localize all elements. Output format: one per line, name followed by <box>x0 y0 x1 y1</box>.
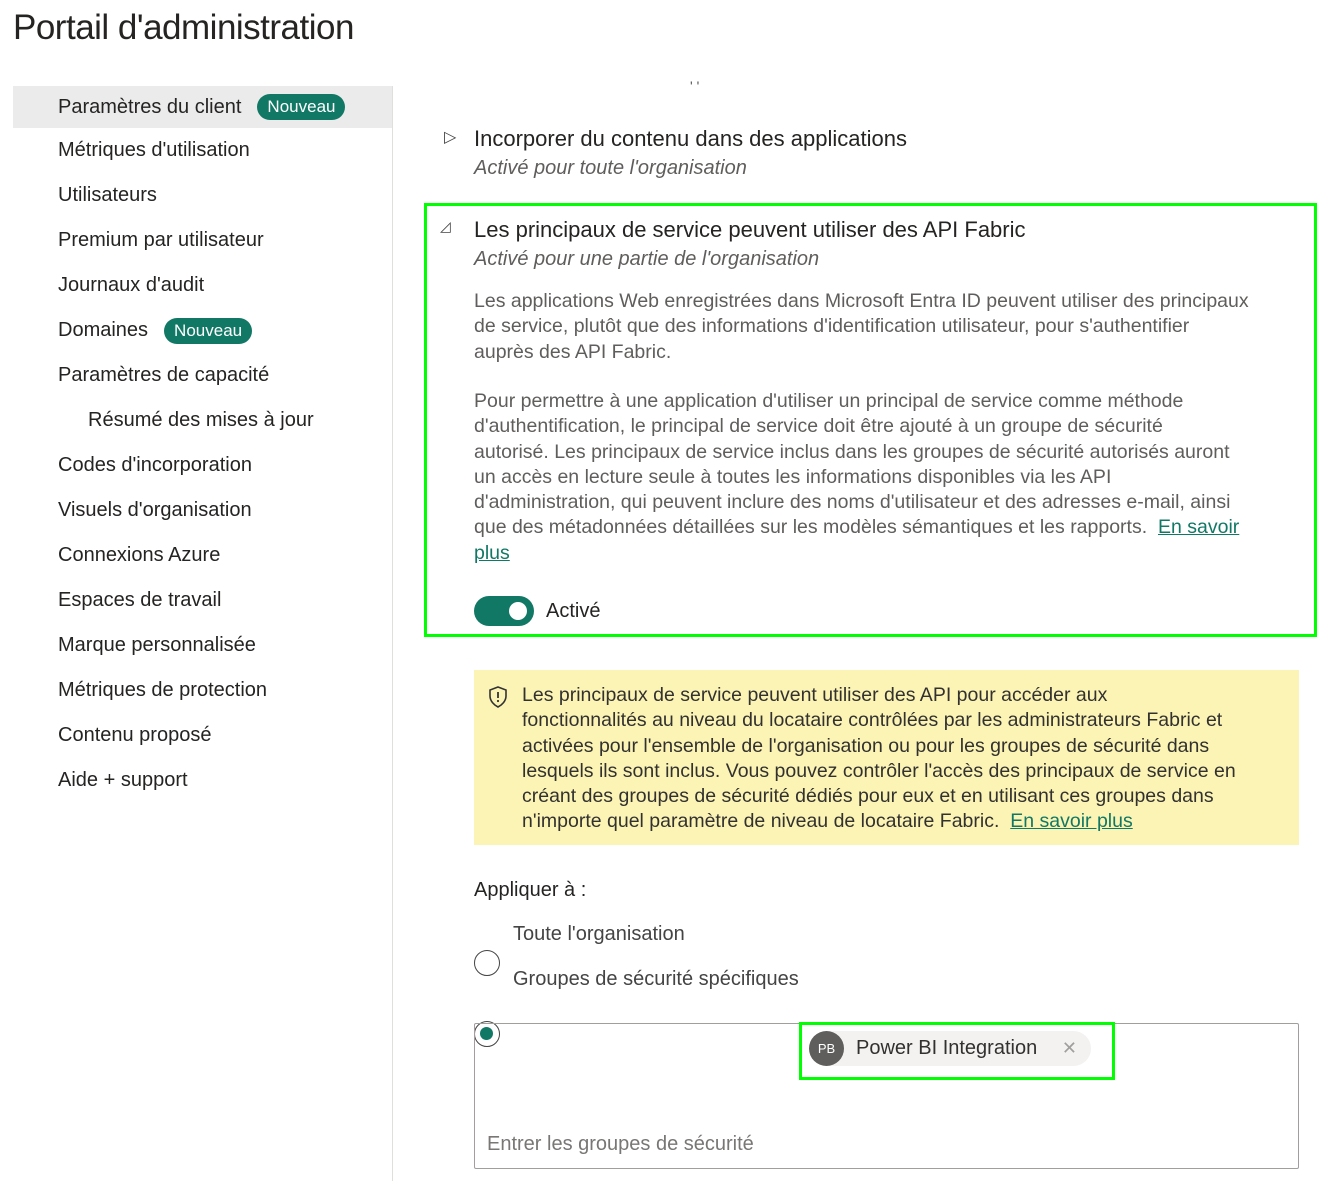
sidebar-item-label: Espaces de travail <box>58 589 222 611</box>
sidebar-item-workspaces[interactable] <box>13 578 393 623</box>
sidebar-nav <box>13 86 393 803</box>
warning-text: Les principaux de service peuvent utiliser des API pour accéder aux fonctionnalités au niveau du locataire contrôlées par les administrateurs Fabric et activées pour l'ensemble de l'organisation ou pour les groupes de sécurité dans lesquels ils sont inclus. Vous pouvez contrôler l'accès des principaux de service en créant des groupes de sécurité dédiés pour eux et en utilisant ces groupes dans n'importe quel paramètre de niveau de locataire Fabric. En savoir plus <box>522 684 1236 833</box>
sidebar-item-label: Aide + support <box>58 769 188 791</box>
scroll-indicator: ' ' <box>690 78 700 94</box>
sidebar-item-refresh-summary[interactable] <box>13 398 393 443</box>
radio-label: Groupes de sécurité spécifiques <box>513 968 799 990</box>
warning-banner <box>474 670 1299 845</box>
sidebar-item-tenant-settings[interactable] <box>13 86 393 128</box>
setting-status: Activé pour toute l'organisation <box>474 157 747 179</box>
sidebar-item-label: Connexions Azure <box>58 544 221 566</box>
sidebar-item-protection-metrics[interactable] <box>13 668 393 713</box>
sidebar-item-label: Journaux d'audit <box>58 274 205 296</box>
enabled-toggle[interactable] <box>474 596 534 626</box>
sidebar-item-label: Paramètres de capacité <box>58 364 270 386</box>
setting-description: Les applications Web enregistrées dans Microsoft Entra ID peuvent utiliser des principaux de service, plutôt que des informations d'identification utilisateur, pour s'authentifier auprès des API Fabric. <box>474 290 1249 363</box>
collapse-chevron-icon[interactable]: ◿ <box>440 218 451 234</box>
group-chip-name: Power BI Integration <box>856 1037 1038 1059</box>
sidebar-item-label: Visuels d'organisation <box>58 499 252 521</box>
shield-warning-icon <box>488 686 508 708</box>
sidebar-item-featured-content[interactable] <box>13 713 393 758</box>
apply-to-label: Appliquer à : <box>474 879 587 901</box>
sidebar-item-label: Métriques de protection <box>58 679 268 701</box>
new-badge: Nouveau <box>257 94 345 120</box>
sidebar-item-label: Métriques d'utilisation <box>58 139 250 161</box>
sidebar-item-label: Utilisateurs <box>58 184 157 206</box>
radio-label: Toute l'organisation <box>513 923 685 945</box>
sidebar-item-custom-branding[interactable] <box>13 623 393 668</box>
highlight-box <box>799 1022 1115 1080</box>
learn-more-link-cont[interactable]: plus <box>474 541 510 564</box>
learn-more-link[interactable]: En savoir <box>1157 516 1240 539</box>
remove-chip-close-icon[interactable]: ✕ <box>1061 1038 1077 1058</box>
sidebar-item-org-visuals[interactable] <box>13 488 393 533</box>
sidebar-item-label: Premium par utilisateur <box>58 229 264 251</box>
sidebar-item-capacity-settings[interactable] <box>13 353 393 398</box>
sidebar-item-azure-connections[interactable] <box>13 533 393 578</box>
sidebar-item-label: Marque personnalisée <box>58 634 256 656</box>
page-title: Portail d'administration <box>13 8 354 47</box>
sidebar-item-usage-metrics[interactable] <box>13 128 393 173</box>
sidebar-item-label: Contenu proposé <box>58 724 212 746</box>
sidebar-divider <box>392 86 393 1181</box>
setting-status: Activé pour une partie de l'organisation <box>474 248 820 270</box>
sidebar-item-label: Résumé des mises à jour <box>88 409 314 431</box>
toggle-label: Activé <box>546 600 601 622</box>
sidebar-item-help-support[interactable] <box>13 758 393 803</box>
radio-entire-org[interactable] <box>474 950 500 976</box>
avatar: PB <box>809 1031 844 1066</box>
sidebar-item-label: Domaines <box>58 319 149 341</box>
sidebar-item-audit-logs[interactable] <box>13 263 393 308</box>
setting-title-embed[interactable]: Incorporer du contenu dans des applications <box>474 126 907 151</box>
security-groups-placeholder: Entrer les groupes de sécurité <box>487 1133 754 1155</box>
expand-chevron-icon[interactable]: ▷ <box>444 129 457 146</box>
sidebar-item-embed-codes[interactable] <box>13 443 393 488</box>
warning-learn-more-link[interactable]: En savoir plus <box>1010 810 1133 833</box>
new-badge: Nouveau <box>164 318 252 344</box>
sidebar-item-domains[interactable] <box>13 308 393 353</box>
sidebar-item-label: Codes d'incorporation <box>58 454 252 476</box>
setting-title-service-principals[interactable]: Les principaux de service peuvent utiliser des API Fabric <box>474 217 1026 242</box>
sidebar-item-premium-per-user[interactable] <box>13 218 393 263</box>
setting-description-2: Pour permettre à une application d'utiliser un principal de service comme méthode d'authentification, le principal de service doit être ajouté à un groupe de sécurité autorisé. Les principaux de service inclus dans les groupes de sécurité autorisés auront un accès en lecture seule à toutes les informations disponibles via les API d'administration, qui peuvent inclure des noms d'utilisateur et des adresses e-mail, ainsi que des métadonnées détaillées sur les modèles sémantiques et les rapports. En savoir plus <box>474 390 1240 564</box>
sidebar-item-users[interactable] <box>13 173 393 218</box>
sidebar-item-label: Paramètres du client <box>58 95 242 118</box>
